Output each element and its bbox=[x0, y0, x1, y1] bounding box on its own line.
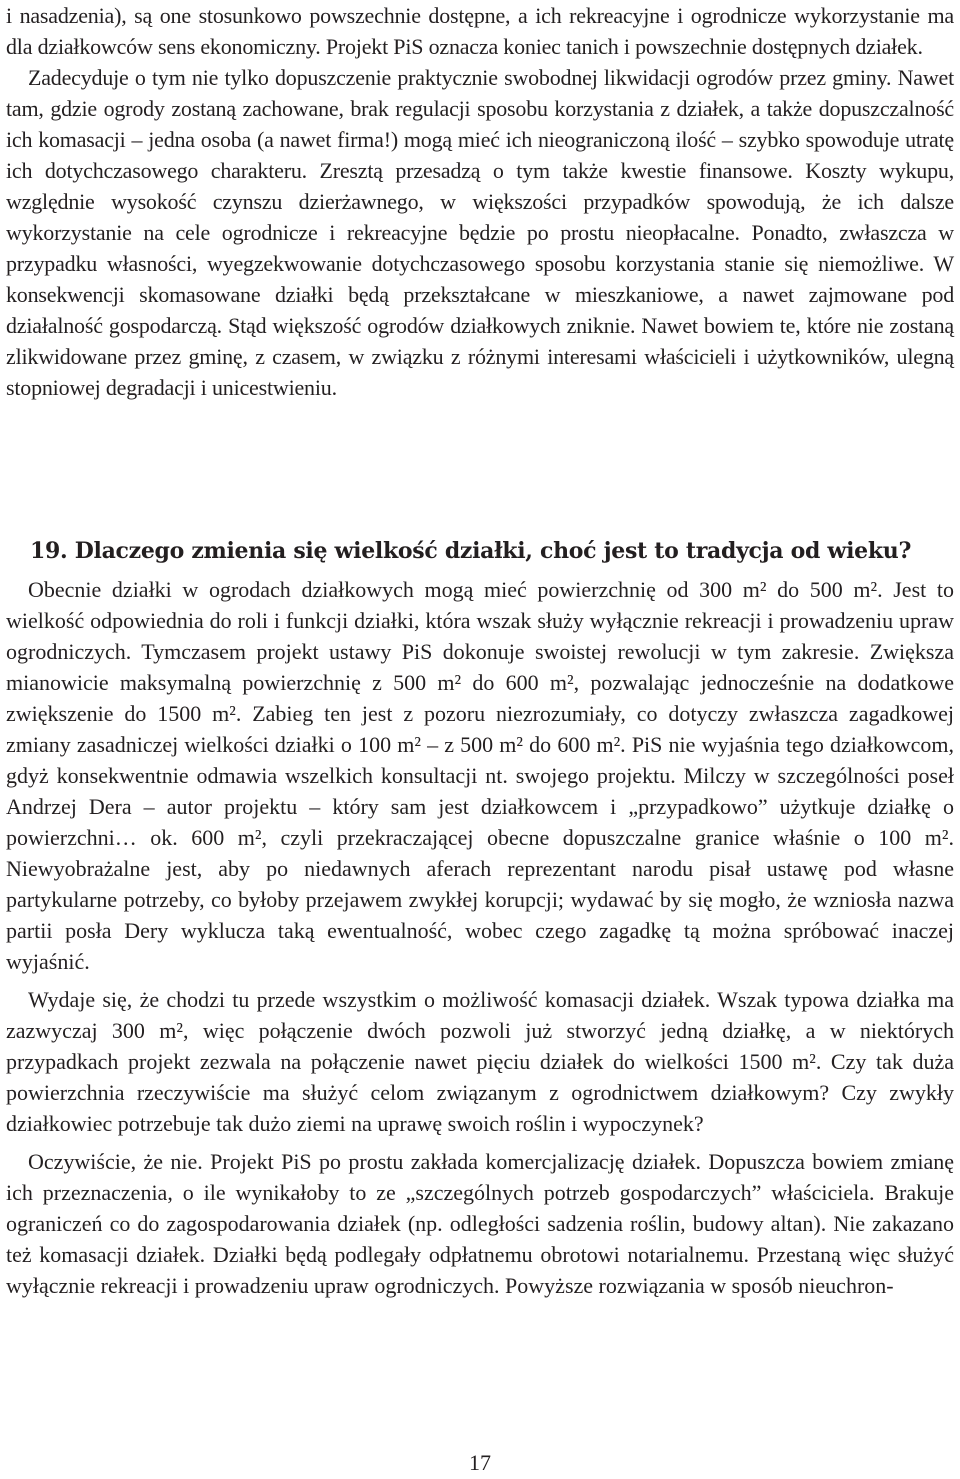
body-paragraph-1: Obecnie działki w ogrodach działkowych mogą mieć powierzchnię od 300 m² do 500 m². Jest to wielkość odpowiednia do roli i funkcji działki, która wszak służy wyłącznie rekreacji i prowadzeniu upraw ogrodniczych. Tymczasem projekt ustawy PiS dokonuje swoistej rewolucji w tym zakresie. Zwiększa mianowicie maksymalną powierzchnię z 500 m² do 600 m², pozwalając jednocześnie na dodatkowe zwiększenie do 1500 m². Zabieg ten jest z pozoru niezrozumiały, co dotyczy zwłaszcza zagadkowej zmiany zasadniczej wielkości działki o 100 m² – z 500 m² do 600 m². PiS nie wyjaśnia tego działkowcom, gdyż konsekwentnie odmawia wszelkich konsultacji nt. swojego projektu. Milczy w szczególności poseł Andrzej Dera – autor projektu – który sam jest działkowcem i „przypadkowo” użytkuje działkę o powierzchni… ok. 600 m², czyli przekraczającej obecne dopuszczalne granice właśnie o 100 m². Niewyobrażalne jest, aby po niedawnych aferach reprezentant narodu pisał ustawę pod własne partykularne potrzeby, co byłoby przejawem zwykłej korupcji; wydawać by się mogło, że wzniosła nazwa partii posła Dery wyklucza taką ewentualność, wobec czego zagadkę tą można spróbować inaczej wyjaśnić. bbox=[6, 577, 954, 974]
section-heading: 19. Dlaczego zmienia się wielkość działki, choć jest to tradycja od wieku? bbox=[30, 538, 912, 564]
intro-paragraph-1: i nasadzenia), są one stosunkowo powszechnie dostępne, a ich rekreacyjne i ogrodnicze wykorzystanie ma dla działkowców sens ekonomiczny. Projekt PiS oznacza koniec tanich i powszechnie dostępnych działek. bbox=[6, 3, 954, 59]
body-paragraph-2: Wydaje się, że chodzi tu przede wszystkim o możliwość komasacji działek. Wszak typowa działka ma zazwyczaj 300 m², więc połączenie dwóch pozwoli już stworzyć jedną działkę, a w niektórych przypadkach projekt zezwala na połączenie nawet pięciu działek do wielkości 1500 m². Czy tak duża powierzchnia rzeczywiście ma służyć celom związanym z ogrodnictwem działkowym? Czy zwykły działkowiec potrzebuje tak dużo ziemi na uprawę swoich roślin i wypoczynek? bbox=[6, 987, 954, 1136]
intro-paragraph-2: Zadecyduje o tym nie tylko dopuszczenie praktycznie swobodnej likwidacji ogrodów przez gminy. Nawet tam, gdzie ogrody zostaną zachowane, brak regulacji sposobu korzystania z działek, a także dopuszczalność ich komasacji – jedna osoba (a nawet firma!) mogą mieć ich nieograniczoną ilość – szybko spowoduje utratę ich dotychczasowego charakteru. Zresztą przesadzą o tym także kwestie finansowe. Koszty wykupu, względnie wysokość czynszu dzierżawnego, w większości przypadków spowodują, że ich dalsze wykorzystanie na cele ogrodnicze i rekreacyjne będzie po prostu nieopłacalne. Ponadto, zwłaszcza w przypadku własności, wyegzekwowanie dotychczasowego sposobu korzystania stanie się niemożliwe. W konsekwencji skomasowane działki będą przekształcane w mieszkaniowe, a nawet zajmowane pod działalność gospodarczą. Stąd większość ogrodów działkowych zniknie. Nawet bowiem te, które nie zostaną zlikwidowane przez gminę, z czasem, w związku z różnymi interesami właścicieli i użytkowników, ulegną stopniowej degradacji i unicestwieniu. bbox=[6, 65, 954, 400]
section-body bbox=[6, 574, 954, 1308]
page-number: 17 bbox=[469, 1450, 491, 1475]
body-paragraph-3: Oczywiście, że nie. Projekt PiS po prostu zakłada komercjalizację działek. Dopuszcza bowiem zmianę ich przeznaczenia, o ile wynikałoby to ze „szczególnych potrzeb gospodarczych” właściciela. Brakuje ograniczeń co do zagospodarowania działek (np. odległości sadzenia roślin, budowy altan). Nie zakazano też komasacji działek. Działki będą podlegały odpłatnemu obrotowi notarialnemu. Przestaną więc służyć wyłącznie rekreacji i prowadzeniu upraw ogrodniczych. Powyższe rozwiązania w sposób nieuchron- bbox=[6, 1149, 954, 1298]
intro-text bbox=[6, 0, 954, 403]
